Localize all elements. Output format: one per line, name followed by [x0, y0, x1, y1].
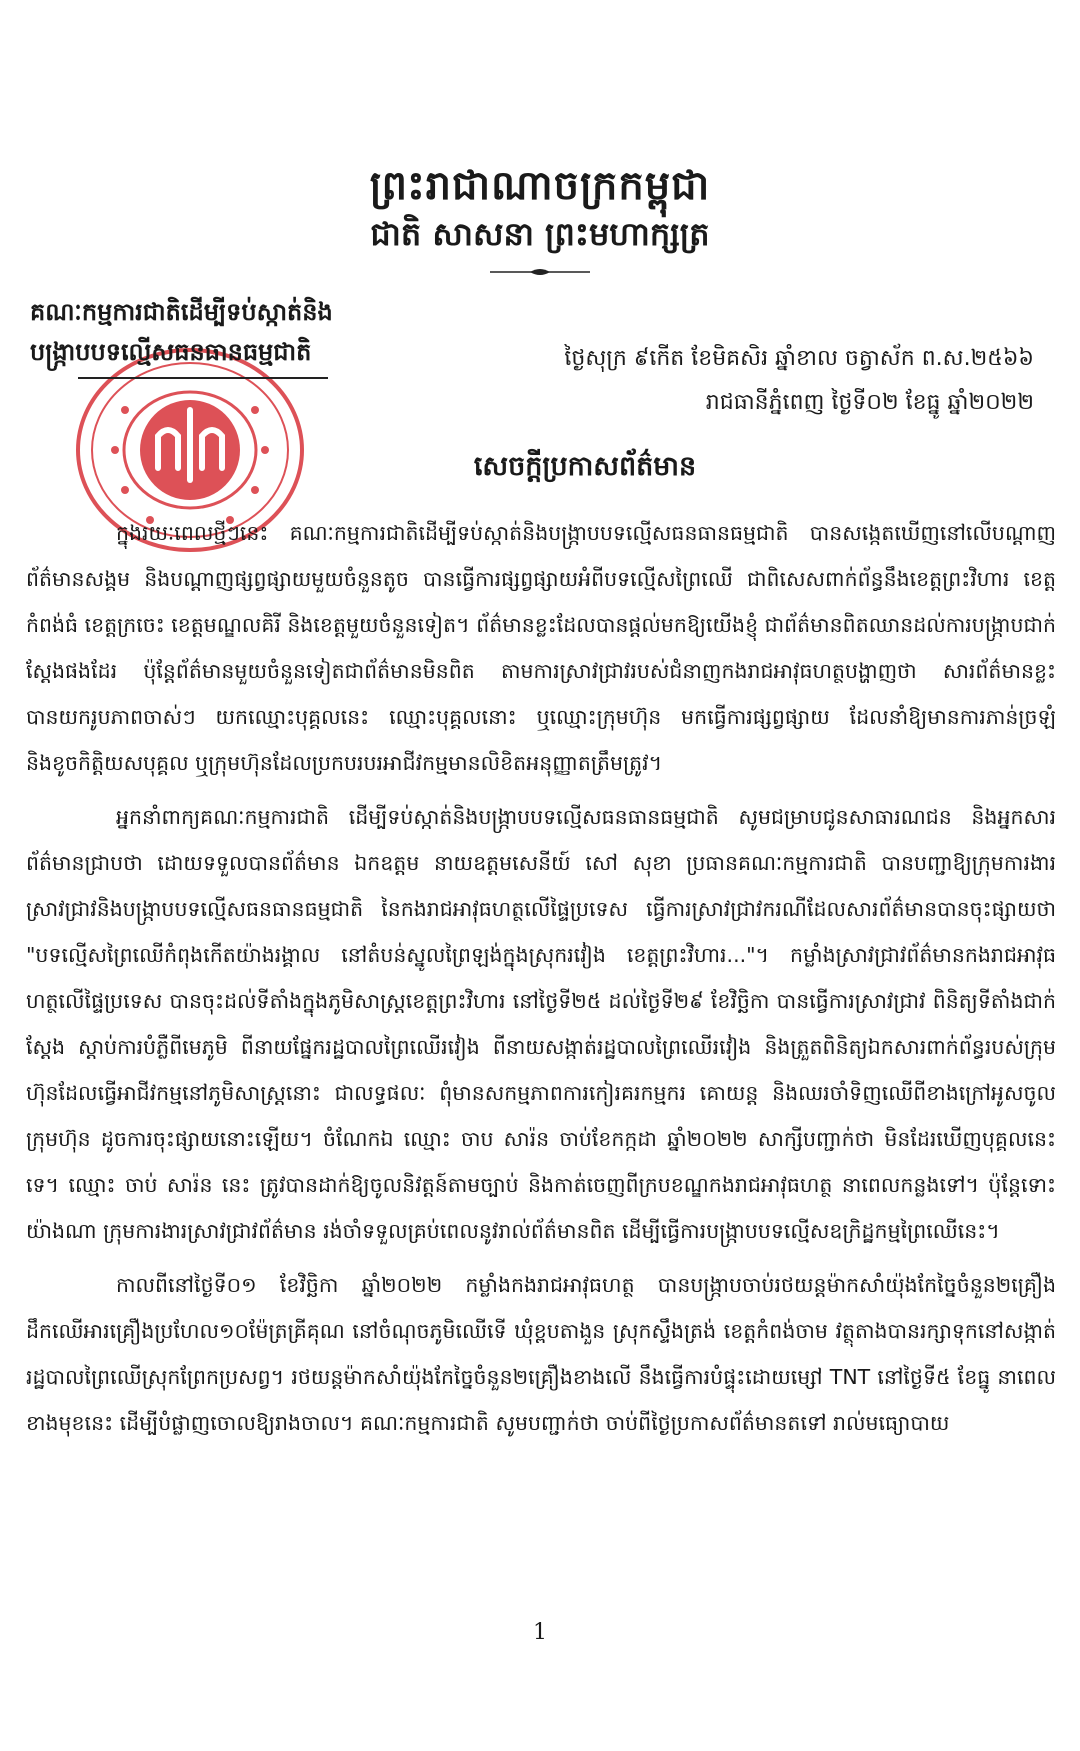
divider-ornament — [490, 266, 590, 278]
notice-title: សេចក្តីប្រកាសព័ត៌មាន — [473, 451, 697, 482]
paragraph-1: ក្នុងរយៈពេលថ្មីៗនេះ គណៈកម្មការជាតិដើម្បីទប់ស្កាត់និងបង្ក្រាបបទល្មើសធនធានធម្មជាតិ បានសង្កេតឃើញនៅលើបណ្តាញព័ត៌មានសង្គម និងបណ្តាញផ្សព្វផ្សាយមួយចំនួនតូច បានធ្វើការផ្សព្វផ្សាយអំពីបទល្មើសព្រៃឈើ ជាពិសេសពាក់ព័ន្ធនឹងខេត្តព្រះវិហារ ខេត្តកំពង់ធំ ខេត្តក្រចេះ ខេត្តមណ្ឌលគិរី និងខេត្តមួយចំនួនទៀត។ ព័ត៌មានខ្លះដែលបានផ្តល់មកឱ្យយើងខ្ញុំ ជាព័ត៌មានពិតឈានដល់ការបង្ក្រាបជាក់ស្តែងផងដែរ ប៉ុន្តែព័ត៌មានមួយចំនួនទៀតជាព័ត៌មានមិនពិត តាមការស្រាវជ្រាវរបស់ជំនាញកងរាជអាវុធហត្ថបង្ហាញថា សារព័ត៌មានខ្លះបានយករូបភាពចាស់ៗ យកឈ្មោះបុគ្គលនេះ ឈ្មោះបុគ្គលនោះ ឬឈ្មោះក្រុមហ៊ុន មកធ្វើការផ្សព្វផ្សាយ ដែលនាំឱ្យមានការភាន់ច្រឡំ និងខូចកិត្តិយសបុគ្គល ឬក្រុមហ៊ុនដែលប្រកបរបរអាជីវកម្មមានលិខិតអនុញ្ញាតត្រឹមត្រូវ។ — [26, 521, 1056, 775]
organization-name — [30, 292, 333, 372]
organization-underline — [78, 377, 328, 379]
national-motto: ជាតិ សាសនា ព្រះមហាក្សត្រ — [370, 215, 710, 253]
kingdom-title: ព្រះរាជាណាចក្រកម្ពុជា — [369, 162, 711, 209]
organization-line-1: គណៈកម្មការជាតិដើម្បីទប់ស្កាត់និង — [30, 297, 333, 326]
lunar-date: ថ្ងៃសុក្រ ៩កើត ខែមិគសិរ ឆ្នាំខាល ចត្វាស័ក ព.ស.២៥៦៦ — [564, 346, 1034, 371]
page-number: 1 — [533, 1620, 547, 1645]
paragraph-2: អ្នកនាំពាក្យគណៈកម្មការជាតិ ដើម្បីទប់ស្កាត់និងបង្ក្រាបបទល្មើសធនធានធម្មជាតិ សូមជម្រាបជូនសាធារណជន និងអ្នកសារព័ត៌មានជ្រាបថា ដោយទទួលបានព័ត៌មាន ឯកឧត្តម នាយឧត្តមសេនីយ៍ សៅ សុខា ប្រធានគណៈកម្មការជាតិ បានបញ្ជាឱ្យក្រុមការងារស្រាវជ្រាវនិងបង្ក្រាបបទល្មើសធនធានធម្មជាតិ នៃកងរាជអាវុធហត្ថលើផ្ទៃប្រទេស ធ្វើការស្រាវជ្រាវករណីដែលសារព័ត៌មានបានចុះផ្សាយថា "បទល្មើសព្រៃឈើកំពុងកើតយ៉ាងរង្គាល នៅតំបន់ស្នូលព្រៃឡង់ក្នុងស្រុករវៀង ខេត្តព្រះវិហារ..."។ កម្លាំងស្រាវជ្រាវព័ត៌មានកងរាជអាវុធហត្ថលើផ្ទៃប្រទេស បានចុះដល់ទីតាំងក្នុងភូមិសាស្ត្រខេត្តព្រះវិហារ នៅថ្ងៃទី២៥ ដល់ថ្ងៃទី២៩ ខែវិច្ឆិកា បានធ្វើការស្រាវជ្រាវ ពិនិត្យទីតាំងជាក់ស្តែង ស្តាប់ការបំភ្លឺពីមេភូមិ ពីនាយផ្នែករដ្ឋបាលព្រៃឈើរវៀង ពីនាយសង្កាត់រដ្ឋបាលព្រៃឈើរវៀង និងត្រួតពិនិត្យឯកសារពាក់ព័ន្ធរបស់ក្រុមហ៊ុនដែលធ្វើអាជីវកម្មនៅភូមិសាស្ត្រនោះ ជាលទ្ធផលៈ ពុំមានសកម្មភាពការកៀរគរកម្មករ គោយន្ត និងឈរចាំទិញឈើពីខាងក្រៅអូសចូលក្រុមហ៊ុន ដូចការចុះផ្សាយនោះឡើយ។ ចំណែកឯ ឈ្មោះ ចាប សារ៉ន ចាប់ខែកក្កដា ឆ្នាំ២០២២ សាក្សីបញ្ជាក់ថា មិនដែរឃើញបុគ្គលនេះទេ។ ឈ្មោះ ចាប់ សារ៉ន នេះ ត្រូវបានដាក់ឱ្យចូលនិវត្តន៍តាមច្បាប់ និងកាត់ចេញពីក្របខណ្ឌកងរាជអាវុធហត្ថ នាពេលកន្លងទៅ។ ប៉ុន្តែទោះយ៉ាងណា ក្រុមការងារស្រាវជ្រាវព័ត៌មាន រង់ចាំទទួលគ្រប់ពេលនូវរាល់ព័ត៌មានពិត ដើម្បីធ្វើការបង្ក្រាបបទល្មើសឧក្រិដ្ឋកម្មព្រៃឈើនេះ។ — [26, 805, 1056, 1243]
notice-body — [26, 510, 1056, 1454]
paragraph-3: កាលពីនៅថ្ងៃទី០១ ខែវិច្ឆិកា ឆ្នាំ២០២២ កម្លាំងកងរាជអាវុធហត្ថ បានបង្ក្រាបចាប់រថយន្តម៉ាកសាំយ៉ុងកែច្នៃចំនួន២គ្រឿង ដឹកឈើអារគ្រឿងប្រហែល១០ម៉ែត្រគ្រីគុណ នៅចំណុចភូមិឈើទើ ឃុំខ្ពបតាងួន ស្រុកស្ទឹងត្រង់ ខេត្តកំពង់ចាម វត្ថុតាងបានរក្សាទុកនៅសង្កាត់រដ្ឋបាលព្រៃឈើស្រុកព្រែកប្រសព្វ។ រថយន្តម៉ាកសាំយ៉ុងកែច្នៃចំនួន២គ្រឿងខាងលើ នឹងធ្វើការបំផ្ទុះដោយម្សៅ TNT នៅថ្ងៃទី៥ ខែធ្នូ នាពេលខាងមុខនេះ ដើម្បីបំផ្លាញចោលឱ្យរាងចាល។ គណៈកម្មការជាតិ សូមបញ្ជាក់ថា ចាប់ពីថ្ងៃប្រកាសព័ត៌មានតទៅ រាល់មធ្យោបាយ — [26, 1273, 1056, 1435]
organization-line-2: បង្ក្រាបបទល្មើសធនធានធម្មជាតិ — [30, 337, 312, 366]
solar-date: រាជធានីភ្នំពេញ ថ្ងៃទី០២ ខែធ្នូ ឆ្នាំ២០២២ — [705, 390, 1034, 415]
